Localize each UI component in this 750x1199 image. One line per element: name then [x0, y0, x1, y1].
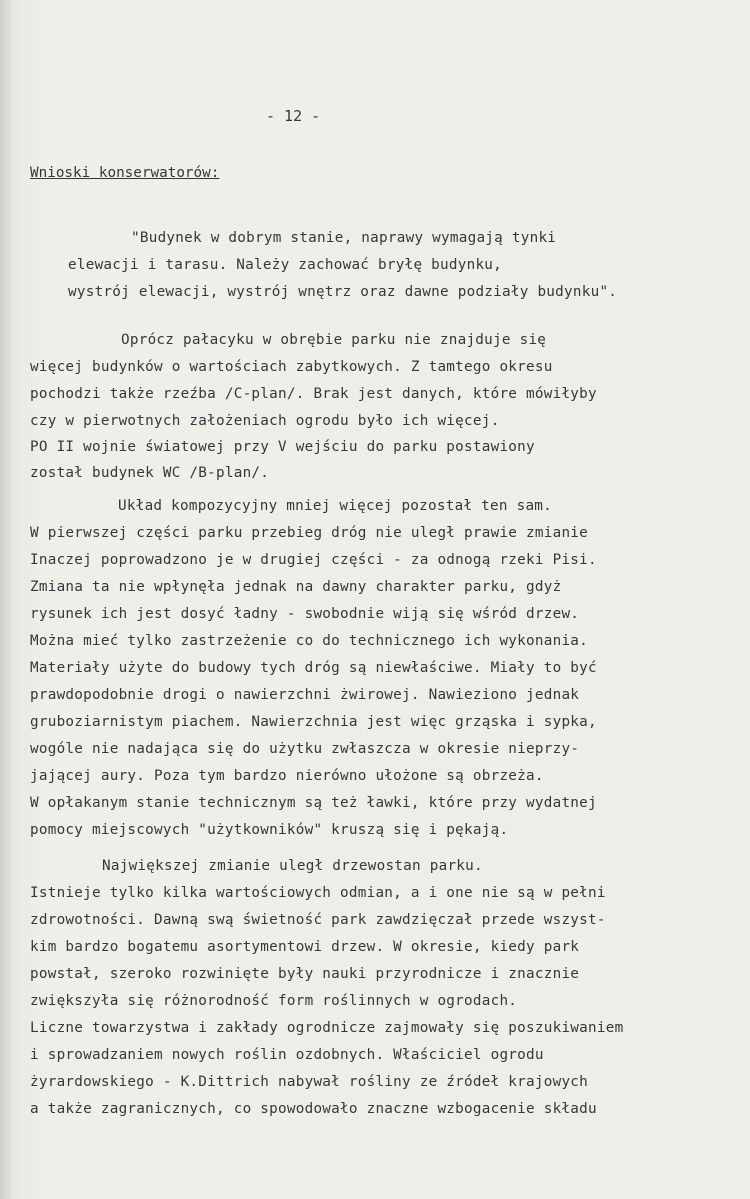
paragraph-line: pochodzi także rzeźba /C-plan/. Brak jest danych, które mówiłyby: [30, 386, 597, 402]
quote-line: wystrój elewacji, wystrój wnętrz oraz dawne podziały budynku".: [68, 284, 618, 300]
paragraph-line: zwiększyła się różnorodność form roślinnych w ogrodach.: [30, 993, 518, 1009]
paragraph-line: pomocy miejscowych "użytkowników" kruszą się i pękają.: [30, 822, 509, 838]
paragraph-line: Istnieje tylko kilka wartościowych odmian, a i one nie są w pełni: [30, 885, 606, 901]
paragraph-line: Układ kompozycyjny mniej więcej pozostał ten sam.: [118, 498, 553, 514]
paragraph-line: Największej zmianie uległ drzewostan parku.: [102, 858, 483, 874]
page-number: - 12 -: [266, 107, 321, 125]
paragraph-line: PO II wojnie światowej przy V wejściu do parku postawiony: [30, 439, 535, 455]
paragraph-line: W opłakanym stanie technicznym są też ławki, które przy wydatnej: [30, 795, 597, 811]
paragraph-line: Inaczej poprowadzono je w drugiej części - za odnogą rzeki Pisi.: [30, 552, 597, 568]
paragraph-line: wogóle nie nadająca się do użytku zwłaszcza w okresie nieprzy-: [30, 741, 580, 757]
paragraph-line: i sprowadzaniem nowych roślin ozdobnych. Właściciel ogrodu: [30, 1047, 544, 1063]
quote-line: elewacji i tarasu. Należy zachować bryłę budynku,: [68, 257, 503, 273]
paragraph-line: prawdopodobnie drogi o nawierzchni żwirowej. Nawieziono jednak: [30, 687, 580, 703]
paragraph-line: W pierwszej części parku przebieg dróg nie uległ prawie zmianie: [30, 525, 589, 541]
paragraph-line: Zmiana ta nie wpłynęła jednak na dawny charakter parku, gdyż: [30, 579, 562, 595]
paragraph-line: czy w pierwotnych założeniach ogrodu było ich więcej.: [30, 413, 500, 429]
paragraph-line: Liczne towarzystwa i zakłady ogrodnicze zajmowały się poszukiwaniem: [30, 1020, 624, 1036]
paragraph-line: zdrowotności. Dawną swą świetność park zawdzięczał przede wszyst-: [30, 912, 606, 928]
paragraph-line: kim bardzo bogatemu asortymentowi drzew. W okresie, kiedy park: [30, 939, 580, 955]
paragraph-line: jającej aury. Poza tym bardzo nierówno ułożone są obrzeża.: [30, 768, 544, 784]
paragraph-line: powstał, szeroko rozwinięte były nauki przyrodnicze i znacznie: [30, 966, 580, 982]
paragraph-line: Materiały użyte do budowy tych dróg są niewłaściwe. Miały to być: [30, 660, 597, 676]
paragraph-line: żyrardowskiego - K.Dittrich nabywał rośliny ze źródeł krajowych: [30, 1074, 589, 1090]
page-binding-edge: [0, 0, 12, 1199]
paragraph-line: Oprócz pałacyku w obrębie parku nie znajduje się: [121, 332, 547, 348]
paragraph-line: Można mieć tylko zastrzeżenie co do technicznego ich wykonania.: [30, 633, 589, 649]
paragraph-line: rysunek ich jest dosyć ładny - swobodnie wiją się wśród drzew.: [30, 606, 580, 622]
quote-line: "Budynek w dobrym stanie, naprawy wymagają tynki: [131, 230, 557, 246]
paragraph-line: a także zagranicznych, co spowodowało znaczne wzbogacenie składu: [30, 1101, 597, 1117]
paragraph-line: został budynek WC /B-plan/.: [30, 465, 270, 481]
paragraph-line: więcej budynków o wartościach zabytkowych. Z tamtego okresu: [30, 359, 553, 375]
section-heading: Wnioski konserwatorów:: [30, 165, 220, 181]
paragraph-line: gruboziarnistym piachem. Nawierzchnia jest więc grząska i sypka,: [30, 714, 597, 730]
